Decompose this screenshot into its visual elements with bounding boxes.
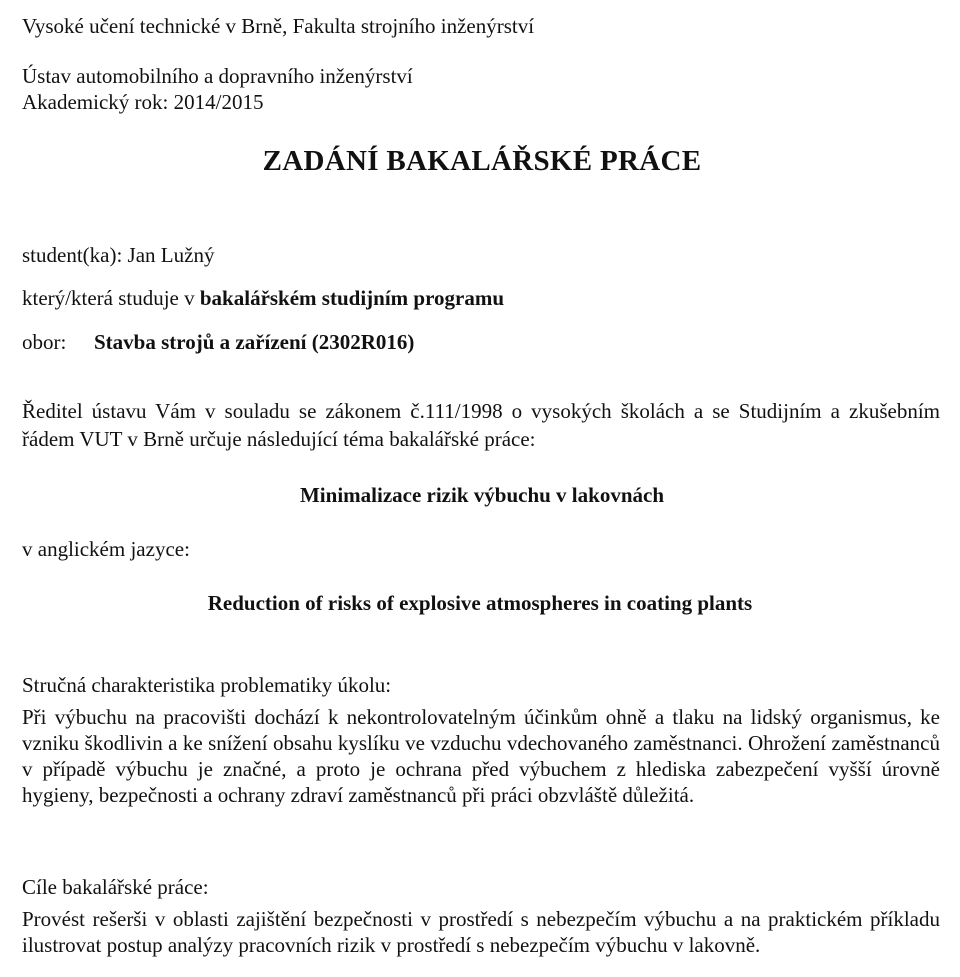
field-of-study-line <box>22 328 414 356</box>
thesis-topic-czech: Minimalizace rizik výbuchu v lakovnách <box>299 483 664 507</box>
study-program-name: bakalářském studijním programu <box>199 286 505 310</box>
academic-year-line: Akademický rok: 2014/2015 <box>22 90 264 114</box>
document-title: ZADÁNÍ BAKALÁŘSKÉ PRÁCE <box>262 145 702 177</box>
goals-text: Provést rešerši v oblasti zajištění bezpečnosti v prostředí s nebezpečím výbuchu a na praktickém příkladu ilustrovat postup analýzy pracovních rizik v prostředí s nebezpečím výbuchu v lakovně. <box>22 907 940 957</box>
characteristics-text: Při výbuchu na pracovišti dochází k nekontrolovatelným účinkům ohně a tlaku na lidský organismus, ke vzniku škodlivin a ke snížení obsahu kyslíku ve vzduchu vdechovaného zaměstnanci. Ohrožení zaměstnanců v případě výbuchu je značné, a proto je ochrana před výbuchem z hlediska zabezpečení vyšší úrovně hygieny, bezpečnosti a ochrany zdraví zaměstnanců při práci obzvláště důležitá. <box>22 705 940 807</box>
study-program-line <box>22 284 504 312</box>
english-language-label: v anglickém jazyce: <box>22 537 190 561</box>
director-statement: Ředitel ústavu Vám v souladu se zákonem č.111/1998 o vysokých školách a se Studijním a zkušebním řádem VUT v Brně určuje následující téma bakalářské práce: <box>22 399 940 451</box>
study-program-prefix: který/která studuje v <box>22 286 200 310</box>
student-line: student(ka): Jan Lužný <box>22 243 215 267</box>
thesis-topic-english: Reduction of risks of explosive atmospheres in coating plants <box>207 591 753 615</box>
goals-label: Cíle bakalářské práce: <box>22 875 209 899</box>
characteristics-label: Stručná charakteristika problematiky úkolu: <box>22 673 392 697</box>
field-of-study-label: obor: <box>22 330 67 354</box>
university-faculty-line: Vysoké učení technické v Brně, Fakulta strojního inženýrství <box>22 14 535 38</box>
institute-line: Ústav automobilního a dopravního inženýrství <box>22 64 413 88</box>
field-of-study-name: Stavba strojů a zařízení (2302R016) <box>94 330 415 354</box>
